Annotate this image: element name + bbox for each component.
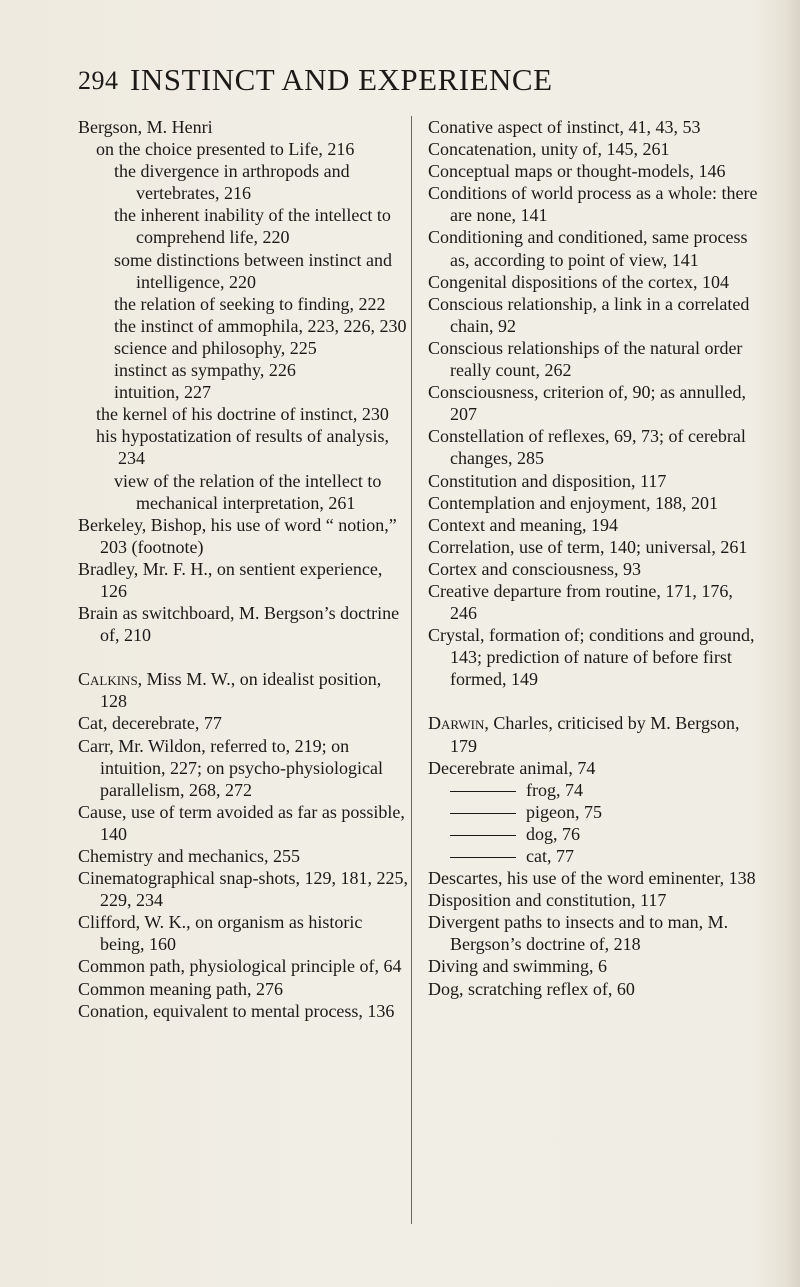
column-divider <box>411 116 412 1224</box>
index-subentry: on the choice presented to Life, 216 <box>96 139 355 160</box>
index-entry: Common meaning path, 276 <box>78 978 283 999</box>
index-subentry: intuition, 227 <box>114 382 212 403</box>
index-entry: Conceptual maps or thought-models, 146 <box>428 161 726 182</box>
index-subentry-text: pigeon, 75 <box>526 801 602 822</box>
index-entry: Brain as switchboard, M. Bergson’s doctrine of, 210 <box>78 603 400 646</box>
index-entry: Chemistry and mechanics, 255 <box>78 846 300 866</box>
index-subentry: the instinct of ammophila, 223, 226, 230 <box>114 315 407 336</box>
ditto-dash <box>450 835 516 836</box>
running-header <box>78 62 718 102</box>
index-subentry: the relation of seeking to finding, 222 <box>114 293 386 314</box>
index-entry: Common path, physiological principle of, 64 <box>78 956 402 977</box>
index-entry: Calkins, Miss M. W., on idealist position, 128 <box>78 669 382 712</box>
index-entry: Carr, Mr. Wildon, referred to, 219; on intuition, 227; on psycho-physiological parallelism, 268, 272 <box>78 735 383 800</box>
index-entry: Conation, equivalent to mental process, 136 <box>78 1000 395 1021</box>
index-subentry: the divergence in arthropods and vertebrates, 216 <box>114 161 350 204</box>
index-entry: Cortex and consciousness, 93 <box>428 558 641 579</box>
index-entry: Crystal, formation of; conditions and ground, 143; prediction of nature of before first formed, 149 <box>428 625 755 690</box>
index-entry: Cat, decerebrate, 77 <box>78 713 222 734</box>
index-subentry: science and philosophy, 225 <box>114 337 317 358</box>
index-subentry-text: cat, 77 <box>526 846 574 866</box>
index-entry: Decerebrate animal, 74 <box>428 757 596 778</box>
ditto-dash <box>450 813 516 814</box>
index-entry: Cinematographical snap-shots, 129, 181, 225, 229, 234 <box>78 868 408 911</box>
index-entry: Cause, use of term avoided as far as possible, 140 <box>78 801 405 844</box>
index-entry: Conditions of world process as a whole: there are none, 141 <box>428 183 758 226</box>
index-entry: Conative aspect of instinct, 41, 43, 53 <box>428 117 701 137</box>
index-entry: Conscious relationships of the natural order really count, 262 <box>428 337 743 381</box>
index-subentry: the kernel of his doctrine of instinct, 230 <box>96 404 389 425</box>
index-entry: Divergent paths to insects and to man, M. Bergson’s doctrine of, 218 <box>428 912 729 955</box>
index-subentry <box>428 801 760 823</box>
index-entry: Constitution and disposition, 117 <box>428 470 667 491</box>
index-entry: Consciousness, criterion of, 90; as annulled, 207 <box>428 382 746 425</box>
index-subentry: his hypostatization of results of analysis, 234 <box>96 426 389 469</box>
index-entry: Conscious relationship, a link in a correlated chain, 92 <box>428 293 750 336</box>
index-entry: Contemplation and enjoyment, 188, 201 <box>428 492 718 513</box>
index-entry: Darwin, Charles, criticised by M. Bergson, 179 <box>428 713 740 756</box>
index-subentry <box>428 823 760 845</box>
index-entry: Clifford, W. K., on organism as historic being, 160 <box>78 912 363 955</box>
index-entry: Conditioning and conditioned, same process as, according to point of view, 141 <box>428 227 748 270</box>
index-subentry <box>428 845 760 867</box>
ditto-dash <box>450 857 516 858</box>
index-subentry: some distinctions between instinct and intelligence, 220 <box>114 249 392 292</box>
index-entry: Diving and swimming, 6 <box>428 956 607 977</box>
index-entry: Berkeley, Bishop, his use of word “ notion,” 203 (footnote) <box>78 514 397 557</box>
index-column-right <box>428 116 760 1000</box>
ditto-dash <box>450 791 516 792</box>
index-entry: Concatenation, unity of, 145, 261 <box>428 139 670 160</box>
index-subentry <box>428 779 760 801</box>
index-entry: Descartes, his use of the word eminenter, 138 <box>428 868 756 889</box>
index-subentry-text: frog, 74 <box>526 779 583 800</box>
index-entry: Congenital dispositions of the cortex, 104 <box>428 271 729 292</box>
index-entry: Context and meaning, 194 <box>428 514 618 535</box>
running-title: INSTINCT AND EXPERIENCE <box>130 62 553 97</box>
index-entry: Constellation of reflexes, 69, 73; of cerebral changes, 285 <box>428 426 746 469</box>
index-column-left <box>78 116 410 1022</box>
index-entry: Bradley, Mr. F. H., on sentient experience, 126 <box>78 558 383 601</box>
index-entry: Disposition and constitution, 117 <box>428 890 667 911</box>
index-entry: Creative departure from routine, 171, 176, 246 <box>428 580 733 624</box>
section-gap <box>428 690 760 712</box>
index-subentry: the inherent inability of the intellect to comprehend life, 220 <box>114 205 391 248</box>
page-number: 294 <box>78 66 119 95</box>
index-subentry: instinct as sympathy, 226 <box>114 360 296 381</box>
section-gap <box>78 646 410 668</box>
index-subentry: view of the relation of the intellect to mechanical interpretation, 261 <box>114 470 382 513</box>
index-entry: Correlation, use of term, 140; universal, 261 <box>428 536 748 557</box>
index-entry: Dog, scratching reflex of, 60 <box>428 978 635 999</box>
index-entry: Bergson, M. Henri <box>78 117 213 137</box>
index-subentry-text: dog, 76 <box>526 823 580 844</box>
